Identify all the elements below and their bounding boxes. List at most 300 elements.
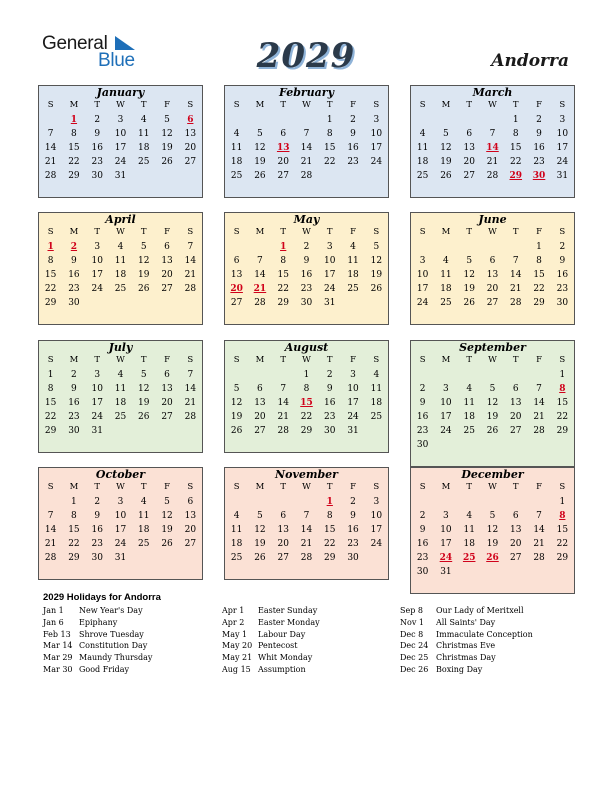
day-cell: 10 [556, 129, 569, 139]
day-cell: 14 [300, 143, 313, 153]
weekday-label: W [302, 355, 311, 365]
holiday-date: Feb 13 [43, 629, 71, 639]
month-march [410, 85, 575, 198]
holiday-day-cell: 13 [276, 143, 290, 153]
weekday-label: S [47, 355, 54, 365]
day-cell: 6 [187, 497, 194, 507]
day-cell: 5 [466, 256, 473, 266]
day-cell: 9 [94, 511, 101, 521]
day-cell: 24 [91, 412, 103, 422]
empty-day-cell [527, 369, 550, 383]
day-cell: 3 [443, 511, 449, 521]
week-row [411, 411, 574, 425]
day-cell: 17 [556, 143, 569, 153]
holiday-entry [400, 617, 533, 629]
day-cell: 18 [230, 539, 243, 549]
empty-day-cell [272, 369, 295, 383]
day-cell: 30 [347, 553, 359, 563]
day-cell: 25 [230, 553, 243, 563]
day-cell: 9 [71, 256, 77, 266]
day-cell: 16 [416, 539, 429, 549]
week-row [411, 241, 574, 255]
day-cell: 27 [161, 412, 173, 422]
holiday-name: Constitution Day [79, 641, 148, 651]
month-name: November [275, 468, 338, 481]
day-cell: 26 [161, 539, 173, 549]
day-cell: 28 [184, 284, 197, 294]
day-cell: 24 [114, 539, 127, 549]
day-cell: 14 [184, 384, 197, 394]
weekday-label: S [559, 355, 566, 365]
day-cell: 8 [71, 129, 77, 139]
day-cell: 7 [257, 256, 263, 266]
day-cell: 1 [71, 497, 77, 507]
day-cell: 23 [347, 157, 359, 167]
weekday-label: W [116, 227, 125, 237]
day-cell: 14 [300, 525, 313, 535]
day-cell: 22 [44, 412, 57, 422]
day-cell: 10 [114, 129, 127, 139]
holiday-day-cell: 15 [300, 398, 313, 408]
day-cell: 28 [533, 426, 545, 436]
month-november [224, 467, 389, 580]
weekday-label: M [441, 100, 451, 110]
day-cell: 30 [300, 298, 313, 308]
day-cell: 7 [536, 511, 542, 521]
day-cell: 18 [440, 284, 452, 294]
logo-text-general: General [42, 33, 108, 54]
day-cell: 28 [510, 298, 522, 308]
holiday-date: Jan 1 [43, 606, 64, 615]
holiday-name: New Year's Day [79, 606, 143, 615]
empty-day-cell [411, 496, 434, 510]
day-cell: 13 [463, 143, 475, 153]
day-cell: 25 [230, 171, 243, 181]
weekday-label: T [94, 355, 101, 365]
month-september [410, 340, 575, 467]
week-row [39, 425, 202, 439]
day-cell: 23 [68, 412, 80, 422]
holiday-name: Good Friday [79, 664, 130, 674]
empty-day-cell [248, 496, 271, 510]
empty-day-cell [109, 425, 132, 439]
holiday-day-cell: 8 [559, 511, 566, 521]
day-cell: 23 [416, 553, 429, 563]
weekday-label: W [116, 355, 125, 365]
week-row [39, 496, 202, 510]
day-cell: 21 [44, 157, 57, 167]
weekday-label: S [47, 227, 54, 237]
empty-day-cell [248, 114, 271, 128]
day-cell: 16 [347, 525, 359, 535]
day-cell: 30 [416, 567, 429, 577]
day-cell: 8 [326, 129, 333, 139]
week-row [39, 114, 202, 128]
day-cell: 21 [277, 412, 289, 422]
week-row [39, 524, 202, 538]
day-cell: 13 [277, 525, 289, 535]
empty-day-cell [504, 369, 527, 383]
holiday-entry [222, 617, 320, 629]
empty-day-cell [179, 552, 202, 566]
weekday-label: T [94, 482, 101, 492]
week-row [225, 552, 388, 566]
weekday-label: M [69, 100, 79, 110]
weekday-label: M [69, 482, 79, 492]
weekday-label: M [255, 355, 265, 365]
day-cell: 18 [230, 157, 243, 167]
day-cell: 24 [91, 284, 103, 294]
weekday-label: T [94, 100, 101, 110]
week-row [411, 255, 574, 269]
weekday-label: T [326, 482, 333, 492]
day-cell: 12 [230, 398, 243, 408]
day-cell: 5 [443, 129, 449, 139]
day-cell: 12 [138, 384, 150, 394]
weekday-label: S [419, 482, 426, 492]
day-cell: 29 [324, 553, 336, 563]
day-cell: 5 [373, 242, 380, 252]
day-cell: 17 [347, 398, 359, 408]
holiday-entry [400, 640, 533, 652]
holiday-date: Apr 1 [222, 606, 245, 615]
day-cell: 18 [114, 270, 127, 280]
day-cell: 16 [324, 398, 336, 408]
day-cell: 18 [463, 412, 475, 422]
weekday-label: W [488, 100, 497, 110]
day-cell: 15 [324, 143, 336, 153]
day-cell: 12 [138, 256, 150, 266]
day-cell: 18 [463, 539, 475, 549]
day-cell: 6 [512, 511, 519, 521]
day-cell: 15 [44, 398, 57, 408]
month-name: August [284, 341, 329, 354]
holiday-name: Our Lady of Meritxell [436, 606, 524, 615]
empty-day-cell [434, 439, 457, 453]
empty-day-cell [225, 369, 248, 383]
empty-day-cell [295, 496, 318, 510]
day-cell: 8 [536, 256, 542, 266]
holiday-name: Whit Monday [258, 653, 313, 663]
holiday-entry [43, 664, 152, 676]
holiday-day-cell: 1 [326, 497, 333, 507]
weekday-label: M [441, 355, 451, 365]
empty-day-cell [527, 496, 550, 510]
week-row [225, 241, 388, 255]
holiday-day-cell: 6 [187, 115, 194, 125]
day-cell: 17 [370, 143, 383, 153]
holiday-date: Dec 26 [400, 664, 429, 674]
holiday-entry [400, 605, 533, 617]
day-cell: 22 [324, 539, 336, 549]
day-cell: 6 [257, 384, 263, 394]
day-cell: 13 [184, 129, 197, 139]
day-cell: 21 [184, 270, 197, 280]
day-cell: 6 [233, 256, 240, 266]
day-cell: 7 [512, 256, 519, 266]
day-cell: 24 [324, 284, 336, 294]
day-cell: 13 [510, 525, 522, 535]
weekday-label: S [233, 482, 240, 492]
holidays-title: 2029 Holidays for Andorra [43, 592, 161, 603]
day-cell: 10 [91, 256, 103, 266]
week-row [39, 411, 202, 425]
day-cell: 20 [161, 398, 173, 408]
holiday-day-cell: 24 [439, 553, 453, 563]
day-cell: 5 [233, 384, 240, 394]
day-cell: 11 [463, 398, 475, 408]
day-cell: 11 [230, 525, 243, 535]
day-cell: 5 [489, 384, 496, 394]
day-cell: 14 [184, 256, 197, 266]
holiday-date: Mar 29 [43, 653, 73, 663]
day-cell: 10 [416, 270, 429, 280]
weekday-label: T [280, 227, 287, 237]
day-cell: 19 [138, 270, 150, 280]
day-cell: 24 [416, 298, 429, 308]
weekday-label: S [559, 482, 566, 492]
empty-day-cell [411, 241, 434, 255]
day-cell: 2 [350, 497, 356, 507]
holiday-day-cell: 30 [532, 171, 546, 181]
day-cell: 15 [510, 143, 522, 153]
weekday-label: T [466, 355, 473, 365]
day-cell: 17 [440, 412, 452, 422]
day-cell: 1 [559, 497, 566, 507]
holiday-name: Maundy Thursday [79, 653, 153, 663]
day-cell: 5 [164, 115, 170, 125]
weekday-label: T [280, 482, 287, 492]
weekday-label: S [187, 482, 194, 492]
week-row [39, 170, 202, 184]
empty-day-cell [155, 297, 178, 311]
day-cell: 20 [184, 525, 197, 535]
day-cell: 4 [140, 497, 147, 507]
day-cell: 29 [277, 298, 289, 308]
day-cell: 11 [138, 511, 150, 521]
weekday-label: T [512, 100, 519, 110]
day-cell: 8 [280, 256, 287, 266]
day-cell: 11 [463, 525, 475, 535]
weekday-label: S [233, 355, 240, 365]
day-cell: 22 [68, 539, 80, 549]
weekday-label: F [350, 100, 356, 110]
weekday-label: F [350, 227, 356, 237]
day-cell: 14 [510, 270, 522, 280]
weekday-label: T [466, 100, 473, 110]
weekday-label: M [255, 482, 265, 492]
day-cell: 15 [533, 270, 545, 280]
month-july [38, 340, 203, 453]
day-cell: 8 [71, 511, 77, 521]
day-cell: 25 [138, 539, 150, 549]
day-cell: 7 [187, 242, 194, 252]
weekday-label: W [116, 100, 125, 110]
day-cell: 30 [556, 298, 569, 308]
month-name: June [478, 213, 507, 226]
day-cell: 30 [68, 426, 80, 436]
empty-day-cell [411, 114, 434, 128]
day-cell: 12 [486, 398, 499, 408]
holiday-name: Christmas Eve [436, 641, 496, 651]
day-cell: 27 [510, 553, 522, 563]
day-cell: 14 [44, 525, 57, 535]
week-row [225, 156, 388, 170]
week-row [411, 425, 574, 439]
day-cell: 28 [44, 171, 57, 181]
day-cell: 1 [512, 115, 519, 125]
day-cell: 29 [300, 426, 313, 436]
day-cell: 2 [94, 115, 101, 125]
holiday-day-cell: 25 [462, 553, 476, 563]
week-row [39, 255, 202, 269]
day-cell: 16 [68, 270, 80, 280]
day-cell: 9 [94, 129, 101, 139]
month-may [224, 212, 389, 325]
day-cell: 18 [114, 398, 127, 408]
day-cell: 26 [254, 553, 266, 563]
week-row [411, 510, 574, 524]
day-cell: 21 [533, 412, 545, 422]
empty-day-cell [458, 369, 481, 383]
day-cell: 5 [140, 242, 147, 252]
day-cell: 15 [44, 270, 57, 280]
empty-day-cell [318, 170, 341, 184]
weekday-label: T [326, 100, 333, 110]
empty-day-cell [248, 241, 271, 255]
day-cell: 26 [161, 157, 173, 167]
day-cell: 25 [114, 412, 127, 422]
day-cell: 7 [187, 370, 194, 380]
day-cell: 20 [486, 284, 499, 294]
week-row [39, 156, 202, 170]
day-cell: 1 [47, 370, 54, 380]
day-cell: 29 [533, 298, 545, 308]
weekday-label: T [466, 227, 473, 237]
month-name: October [95, 468, 146, 481]
day-cell: 10 [370, 511, 383, 521]
week-row [411, 496, 574, 510]
day-cell: 28 [300, 171, 313, 181]
holiday-date: Mar 30 [43, 664, 73, 674]
weekday-label: M [255, 227, 265, 237]
empty-day-cell [458, 496, 481, 510]
empty-day-cell [295, 114, 318, 128]
day-cell: 7 [536, 384, 542, 394]
day-cell: 20 [184, 143, 197, 153]
holiday-day-cell: 20 [230, 284, 243, 294]
week-row [411, 283, 574, 297]
day-cell: 11 [347, 256, 359, 266]
day-cell: 23 [91, 539, 103, 549]
day-cell: 4 [233, 129, 240, 139]
day-cell: 3 [373, 497, 380, 507]
empty-day-cell [155, 170, 178, 184]
empty-day-cell [481, 496, 504, 510]
day-cell: 10 [347, 384, 359, 394]
day-cell: 4 [443, 256, 449, 266]
weekday-label: S [373, 482, 380, 492]
day-cell: 7 [303, 511, 310, 521]
weekday-label: T [94, 227, 101, 237]
day-cell: 1 [536, 242, 542, 252]
week-row [39, 241, 202, 255]
holiday-date: Dec 25 [400, 653, 429, 663]
day-cell: 4 [233, 511, 240, 521]
day-cell: 3 [350, 370, 356, 380]
day-cell: 24 [370, 157, 383, 167]
empty-day-cell [458, 241, 481, 255]
month-february [224, 85, 389, 198]
day-cell: 19 [161, 143, 173, 153]
week-row [39, 510, 202, 524]
day-cell: 27 [184, 539, 197, 549]
country-title: Andorra [491, 51, 569, 71]
day-cell: 21 [533, 539, 545, 549]
weekday-label: T [512, 355, 519, 365]
day-cell: 23 [68, 284, 80, 294]
day-cell: 9 [326, 384, 333, 394]
day-cell: 29 [68, 171, 80, 181]
week-row [411, 114, 574, 128]
empty-day-cell [341, 170, 364, 184]
day-cell: 15 [277, 270, 289, 280]
day-cell: 1 [303, 370, 310, 380]
day-cell: 29 [44, 298, 57, 308]
week-row [39, 269, 202, 283]
empty-day-cell [481, 241, 504, 255]
empty-day-cell [132, 170, 155, 184]
day-cell: 14 [533, 398, 545, 408]
day-cell: 20 [161, 270, 173, 280]
day-cell: 19 [138, 398, 150, 408]
day-cell: 1 [559, 370, 566, 380]
week-row [411, 552, 574, 566]
holiday-entry [222, 605, 320, 617]
day-cell: 26 [463, 298, 475, 308]
week-row [39, 538, 202, 552]
holiday-name: Assumption [258, 664, 306, 674]
holiday-entry [222, 629, 320, 641]
day-cell: 20 [277, 539, 289, 549]
day-cell: 21 [486, 157, 499, 167]
day-cell: 15 [68, 143, 80, 153]
holiday-date: May 21 [222, 653, 253, 663]
holiday-name: Christmas Day [436, 653, 496, 663]
day-cell: 31 [440, 567, 452, 577]
month-name: September [459, 341, 526, 354]
day-cell: 19 [370, 270, 383, 280]
holiday-day-cell: 29 [509, 171, 523, 181]
week-row [225, 369, 388, 383]
day-cell: 18 [138, 143, 150, 153]
day-cell: 27 [184, 157, 197, 167]
empty-day-cell [248, 369, 271, 383]
day-cell: 27 [277, 171, 289, 181]
day-cell: 3 [559, 115, 566, 125]
day-cell: 20 [510, 539, 522, 549]
day-cell: 3 [117, 497, 124, 507]
day-cell: 31 [114, 171, 127, 181]
day-cell: 30 [91, 553, 103, 563]
holiday-entry [43, 640, 152, 652]
day-cell: 9 [350, 511, 356, 521]
day-cell: 7 [303, 129, 310, 139]
day-cell: 2 [419, 511, 426, 521]
weekday-label: S [47, 100, 54, 110]
weekday-label: T [140, 482, 147, 492]
weekday-header [225, 227, 388, 241]
